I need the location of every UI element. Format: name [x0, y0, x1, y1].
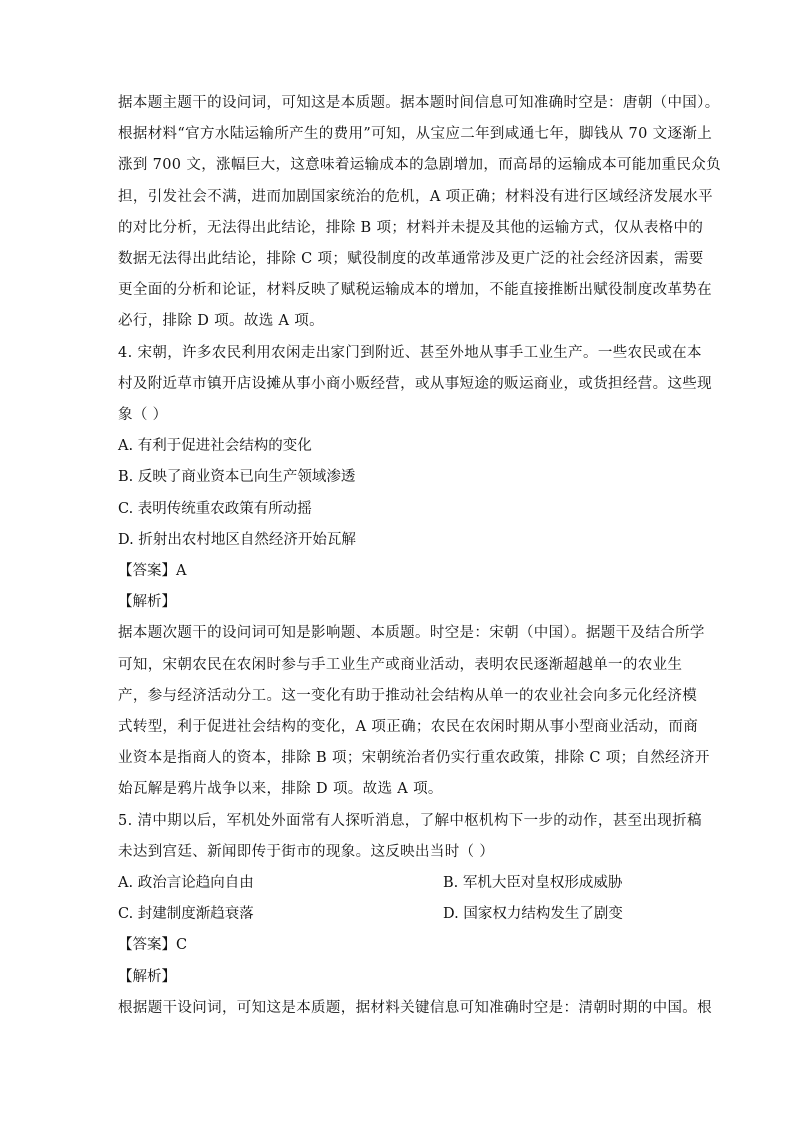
analysis-line: 式转型，利于促进社会结构的变化，A 项正确；农民在农闲时期从事小型商业活动，而商: [118, 719, 699, 735]
previous-analysis: [118, 88, 721, 338]
text-line: 更全面的分析和论证，材料反映了赋税运输成本的增加，不能直接推断出赋役制度改革势在: [118, 282, 712, 299]
text-line: 据本题主题干的设问词，可知这是本质题。据本题时间信息可知准确时空是：唐朝（中国）。: [118, 95, 720, 111]
analysis-line: 产，参与经济活动分工。这一变化有助于推动社会结构从单一的农业社会向多元化经济模: [118, 687, 698, 704]
question-stem-line: 象（ ）: [118, 407, 168, 424]
option-c: C. 封建制度渐趋衰落: [118, 906, 254, 923]
analysis-line: 据本题次题干的设问词可知是影响题、本质题。时空是：宋朝（中国）。据题干及结合所学: [118, 625, 705, 642]
option-a: A. 政治言论趋向自由: [118, 875, 254, 892]
text-line: 涨到 700 文，涨幅巨大，这意味着运输成本的急剧增加，而高昂的运输成本可能加重民众负: [118, 157, 721, 174]
question-stem-line: 4. 宋朝，许多农民利用农闲走出家门到附近、甚至外地从事手工业生产。一些农民或在本: [118, 344, 702, 361]
option-d: D. 国家权力结构发生了剧变: [443, 906, 623, 923]
analysis-line: 业资本是指商人的资本，排除 B 项；宋朝统治者仍实行重农政策，排除 C 项；自然经济开: [118, 750, 710, 767]
analysis-label: 【解析】: [118, 594, 176, 611]
document-page: [118, 88, 721, 1024]
question-stem-line: 村及附近草市镇开店设摊从事小商小贩经营，或从事短途的贩运商业，或货担经营。这些现: [118, 375, 712, 392]
question-5: [118, 806, 712, 1024]
analysis-line: 根据题干设问词，可知这是本质题，据材料关键信息可知准确时空是：清朝时期的中国。根: [118, 999, 712, 1016]
option-d: D. 折射出农村地区自然经济开始瓦解: [118, 531, 356, 548]
text-line: 担，引发社会不满，进而加剧国家统治的危机，A 项正确；材料没有进行区域经济发展水平: [118, 188, 713, 205]
question-stem-line: 5. 清中期以后，军机处外面常有人探听消息，了解中枢机构下一步的动作，甚至出现折稿: [118, 812, 702, 829]
option-row: [118, 899, 678, 930]
answer-label: 【答案】A: [118, 562, 187, 579]
analysis-label: 【解析】: [118, 968, 176, 985]
option-c: C. 表明传统重农政策有所动摇: [118, 500, 312, 517]
option-row: [118, 868, 678, 899]
option-b: B. 反映了商业资本已向生产领域渗透: [118, 469, 356, 486]
analysis-line: 始瓦解是鸦片战争以来，排除 D 项。故选 A 项。: [118, 781, 443, 798]
option-b: B. 军机大臣对皇权形成威胁: [443, 875, 623, 892]
option-a: A. 有利于促进社会结构的变化: [118, 438, 312, 455]
question-4: [118, 338, 712, 806]
text-line: 根据材料“官方水陆运输所产生的费用”可知，从宝应二年到咸通七年，脚钱从 70 文逐渐上: [118, 126, 713, 143]
analysis-line: 可知，宋朝农民在农闲时参与手工业生产或商业活动，表明农民逐渐超越单一的农业生: [118, 656, 683, 673]
question-stem-line: 未达到宫廷、新闻即传于街市的现象。这反映出当时（ ）: [118, 843, 495, 860]
text-line: 的对比分析，无法得出此结论，排除 B 项；材料并未提及其他的运输方式，仅从表格中的: [118, 219, 704, 236]
text-line: 必行，排除 D 项。故选 A 项。: [118, 313, 324, 330]
answer-label: 【答案】C: [118, 937, 188, 954]
text-line: 数据无法得出此结论，排除 C 项；赋役制度的改革通常涉及更广泛的社会经济因素，需要: [118, 251, 704, 268]
